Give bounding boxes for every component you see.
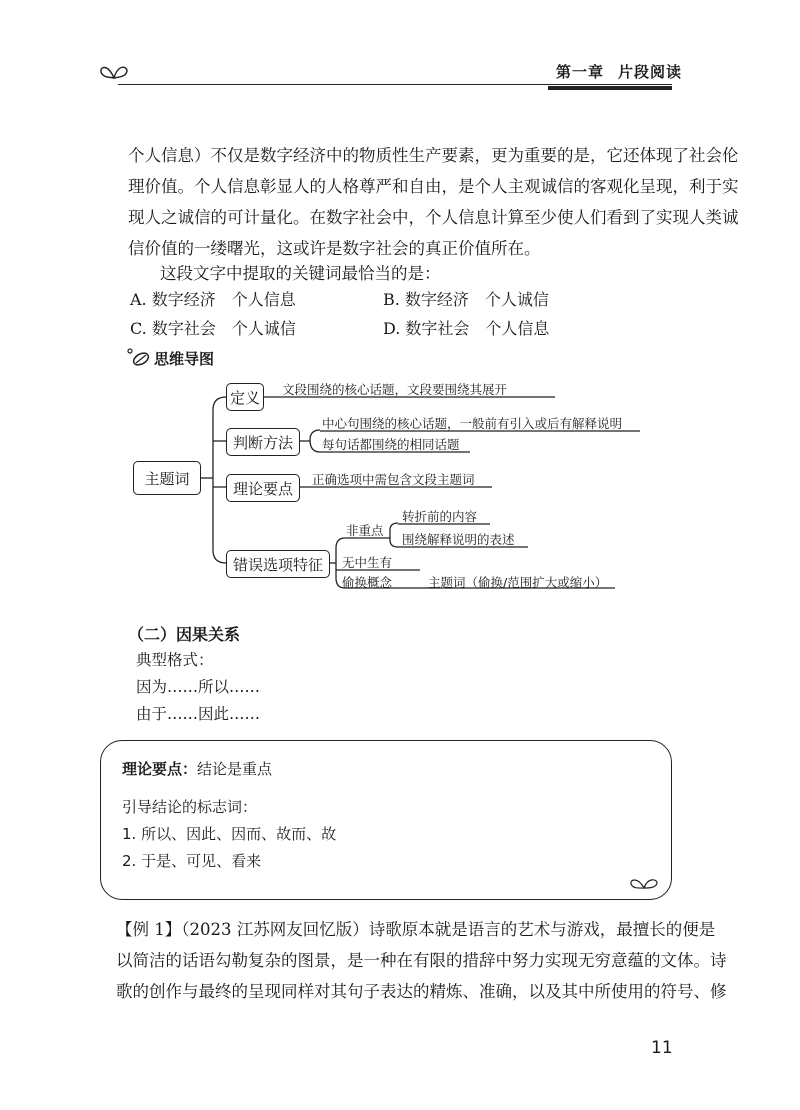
- error-non-key-2: 围绕解释说明的表述: [402, 532, 515, 547]
- note-line-2: 1. 所以、因此、因而、故而、故: [122, 825, 337, 843]
- page-number: 11: [651, 1038, 673, 1058]
- section-label: 片段阅读: [618, 63, 683, 81]
- error-non-key-1: 转折前的内容: [402, 509, 478, 524]
- node-error-features: 错误选项特征: [226, 550, 330, 578]
- example-paragraph: [116, 914, 727, 1007]
- option-c: C. 数字社会 个人诚信: [130, 319, 296, 338]
- passage-line: 个人信息）不仅是数字经济中的物质性生产要素，更为重要的是，它还体现了社会伦: [128, 146, 739, 165]
- error-swap-detail: 主题词（偷换/范围扩大或缩小）: [428, 575, 608, 590]
- format-line-2: 由于……因此……: [136, 705, 261, 723]
- option-b: B. 数字经济 个人诚信: [383, 290, 549, 309]
- node-definition: 定义: [226, 383, 264, 411]
- example-line: 以简洁的话语勾勒复杂的图景，是一种在有限的措辞中努力实现无穷意蕴的文体。诗: [116, 951, 727, 970]
- error-swap: 偷换概念: [342, 575, 393, 590]
- sprout-corner-icon: [628, 874, 660, 892]
- note-line-1: 引导结论的标志词：: [122, 798, 258, 816]
- mindmap-title: 思维导图: [154, 350, 215, 368]
- format-label: 典型格式：: [136, 651, 214, 669]
- note-title: [122, 758, 272, 779]
- definition-text: 文段围绕的核心话题，文段要围绕其展开: [282, 382, 508, 397]
- example-line: 歌的创作与最终的呈现同样对其句子表达的精炼、准确，以及其中所使用的符号、修: [116, 982, 727, 1001]
- error-fabricated: 无中生有: [342, 555, 393, 570]
- error-non-key: 非重点: [346, 523, 384, 538]
- node-method: 判断方法: [226, 428, 300, 456]
- mindmap-root-node: 主题词: [133, 461, 201, 495]
- note-title-rest: 结论是重点: [197, 760, 273, 778]
- theory-text: 正确选项中需包含文段主题词: [312, 472, 475, 487]
- note-line-3: 2. 于是、可见、看来: [122, 852, 262, 870]
- option-a: A. 数字经济 个人信息: [130, 290, 296, 309]
- chapter-label: 第一章: [556, 63, 605, 81]
- method-text-1: 中心句围绕的核心话题，一般前有引入或后有解释说明: [322, 416, 623, 431]
- passage-line: 信价值的一缕曙光，这或许是数字社会的真正价值所在。: [128, 239, 541, 258]
- note-title-bold: 理论要点：: [122, 760, 198, 778]
- example-line: 【例 1】（2023 江苏网友回忆版）诗歌原本就是语言的艺术与游戏，最擅长的便是: [116, 920, 716, 939]
- method-text-2: 每句话都围绕的相同话题: [322, 437, 460, 452]
- format-line-1: 因为……所以……: [136, 678, 261, 696]
- node-theory: 理论要点: [226, 474, 300, 502]
- passage-line: 现人之诚信的可计量化。在数字社会中，个人信息计算至少使人们看到了实现人类诚: [128, 208, 739, 227]
- option-d: D. 数字社会 个人信息: [383, 319, 550, 338]
- question-stem: 这段文字中提取的关键词最恰当的是：: [160, 264, 441, 283]
- passage-line: 理价值。个人信息彰显人的人格尊严和自由，是个人主观诚信的客观化呈现，利于实: [128, 177, 739, 196]
- section-title: （二）因果关系: [128, 625, 241, 644]
